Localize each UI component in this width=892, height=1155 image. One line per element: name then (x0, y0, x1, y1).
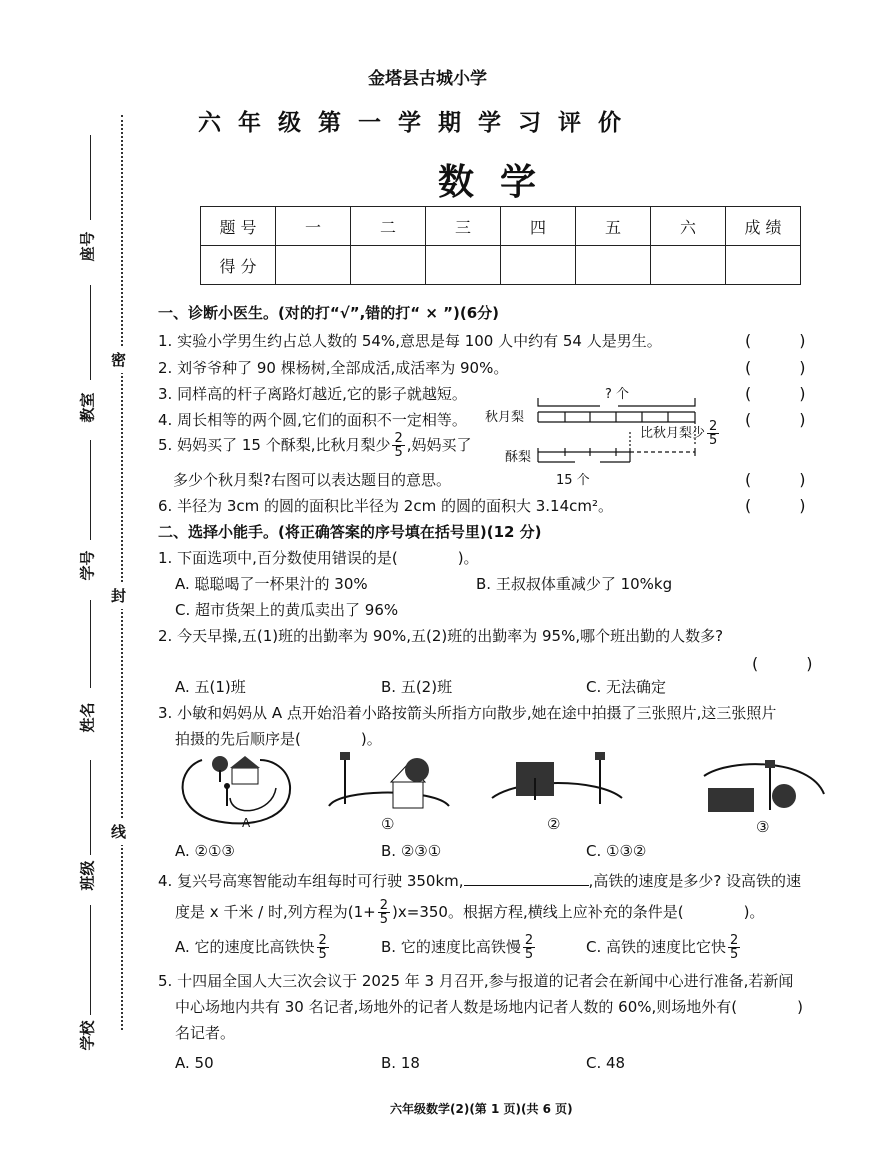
fraction-numerator: 2 (524, 933, 534, 948)
s1-item-3: 3. 同样高的杆子离路灯越近,它的影子就越短。 (158, 385, 467, 403)
side-label-room: 教室 (78, 392, 97, 423)
s1-item-1: 1. 实验小学男生约占总人数的 54%,意思是每 100 人中约有 54 人是男生。 (158, 332, 662, 350)
photo-3-illustration (700, 754, 830, 824)
score-table-cell: 题 号 (201, 207, 276, 246)
score-table-cell: 四 (501, 207, 576, 246)
s2-q4-opt-b[interactable] (381, 934, 537, 961)
s1-item-4: 4. 周长相等的两个圆,它们的面积不一定相等。 (158, 411, 467, 429)
fraction (317, 934, 329, 961)
photo-2-illustration (488, 748, 628, 818)
fraction (378, 899, 390, 926)
s2-q4-opt-a-text: A. 它的速度比高铁快 (175, 938, 315, 956)
s1-item-2: 2. 刘爷爷种了 90 棵杨树,全部成活,成活率为 90%。 (158, 359, 509, 377)
s2-q5-opt-c[interactable]: C. 48 (586, 1054, 626, 1072)
segment-diagram (530, 390, 710, 480)
s2-q5-line2: 中心场地内共有 30 名记者,场地外的记者人数是场地内记者人数的 60%,则场地外有( ) (175, 998, 803, 1016)
score-table-cell: 三 (426, 207, 501, 246)
seat-write-line[interactable] (90, 135, 91, 220)
fraction-denominator: 5 (394, 445, 403, 460)
fraction-numerator: 2 (394, 431, 403, 446)
s2-q4-opt-b-text: B. 它的速度比高铁慢 (381, 938, 521, 956)
score-entry-6[interactable] (651, 246, 726, 285)
s2-q1-opt-c[interactable]: C. 超市货架上的黄瓜卖出了 96% (175, 601, 399, 619)
s1-item-5-text: 5. 妈妈买了 15 个酥梨,比秋月梨少 (158, 436, 391, 454)
score-table-header-row (201, 207, 801, 246)
s2-q3-opt-a[interactable]: A. ②①③ (175, 842, 235, 860)
fraction (523, 934, 535, 961)
diagram-note-text: 比秋月梨少 (640, 426, 706, 441)
s2-q1: 1. 下面选项中,百分数使用错误的是( )。 (158, 549, 479, 567)
s1-item-5-text-b: ,妈妈买了 (406, 436, 472, 454)
fraction-numerator: 2 (318, 933, 327, 948)
score-entry-1[interactable] (276, 246, 351, 285)
s2-q2-opt-c[interactable]: C. 无法确定 (586, 678, 667, 696)
binding-mark: 线 (111, 818, 126, 845)
score-table-cell: 五 (576, 207, 651, 246)
class-write-line[interactable] (90, 760, 91, 855)
s2-q5-line3: 名记者。 (175, 1024, 236, 1042)
score-table (200, 206, 801, 285)
fraction-denominator: 5 (730, 947, 739, 962)
s2-q2-opt-b[interactable]: B. 五(2)班 (381, 678, 453, 696)
s2-q5-line1: 5. 十四届全国人大三次会议于 2025 年 3 月召开,参与报道的记者会在新闻中心进行准备,若新闻 (158, 972, 794, 990)
photo-label-1: ① (381, 815, 395, 833)
s2-q4-line2-a: 度是 x 千米 / 时,列方程为(1+ (175, 903, 376, 921)
name-write-line[interactable] (90, 600, 91, 688)
side-label-school: 学校 (78, 1020, 97, 1051)
s2-q4-line2-b: )x=350。根据方程,横线上应补充的条件是( )。 (392, 903, 765, 921)
diagram-count: 15 个 (556, 473, 590, 488)
score-table-score-row (201, 246, 801, 285)
s2-q3-opt-c[interactable]: C. ①③② (586, 842, 647, 860)
diagram-label-qiuyue: 秋月梨 (485, 410, 525, 425)
fraction (728, 934, 740, 961)
s2-q5-opt-b[interactable]: B. 18 (381, 1054, 420, 1072)
s2-q4-line2 (175, 899, 764, 926)
s1-answer-5[interactable]: ( ) (745, 470, 806, 489)
s1-answer-6[interactable]: ( ) (745, 496, 806, 515)
school-write-line[interactable] (90, 905, 91, 1015)
binding-mark: 封 (111, 582, 126, 609)
s1-item-5 (158, 432, 472, 459)
start-point-a: A (242, 816, 251, 830)
s2-q3-line2: 拍摄的先后顺序是( )。 (175, 730, 382, 748)
s2-q4-line1-b: ,高铁的速度是多少? 设高铁的速 (588, 872, 802, 890)
side-label-class: 班级 (78, 860, 97, 891)
diagram-label-suli: 酥梨 (505, 450, 532, 465)
score-entry-total[interactable] (726, 246, 801, 285)
section1-title: 一、诊断小医生。(对的打“√”,错的打“ × ”)(6分) (158, 304, 500, 322)
s2-q4-opt-c[interactable] (586, 934, 742, 961)
binding-line (121, 115, 123, 1030)
score-table-cell: 一 (276, 207, 351, 246)
s2-q2-opt-a[interactable]: A. 五(1)班 (175, 678, 246, 696)
s2-q4-opt-c-text: C. 高铁的速度比它快 (586, 938, 727, 956)
s2-q2: 2. 今天早操,五(1)班的出勤率为 90%,五(2)班的出勤率为 95%,哪个班出勤的人数多? (158, 627, 724, 645)
s1-item-5-line2: 多少个秋月梨?右图可以表达题目的意思。 (173, 471, 451, 489)
score-table-cell: 得 分 (201, 246, 276, 285)
s2-q4-blank[interactable] (464, 885, 589, 886)
s1-answer-4[interactable]: ( ) (745, 410, 806, 429)
s1-answer-1[interactable]: ( ) (745, 331, 806, 350)
score-entry-4[interactable] (501, 246, 576, 285)
s1-item-6: 6. 半径为 3cm 的圆的面积比半径为 2cm 的圆的面积大 3.14cm²。 (158, 497, 613, 515)
s2-q4-opt-a[interactable] (175, 934, 331, 961)
fraction-denominator: 5 (709, 433, 718, 448)
s2-q1-opt-a[interactable]: A. 聪聪喝了一杯果汁的 30% (175, 575, 368, 593)
score-table-cell: 二 (351, 207, 426, 246)
side-label-name: 姓名 (78, 702, 97, 733)
s2-q3-opt-b[interactable]: B. ②③① (381, 842, 442, 860)
s2-q3-line1: 3. 小敏和妈妈从 A 点开始沿着小路按箭头所指方向散步,她在途中拍摄了三张照片,这三张照片 (158, 704, 777, 722)
score-entry-2[interactable] (351, 246, 426, 285)
s1-answer-2[interactable]: ( ) (745, 358, 806, 377)
fraction-numerator: 2 (709, 419, 718, 434)
score-entry-5[interactable] (576, 246, 651, 285)
photo-1-illustration (325, 748, 455, 823)
s2-q4-line1-a: 4. 复兴号高寒智能动车组每时可行驶 350km, (158, 872, 464, 890)
school-name: 金塔县古城小学 (368, 69, 487, 89)
s1-answer-3[interactable]: ( ) (745, 384, 806, 403)
s2-q2-answer[interactable]: ( ) (752, 654, 813, 673)
fraction-denominator: 5 (379, 912, 389, 927)
score-table-cell: 成 绩 (726, 207, 801, 246)
room-write-line[interactable] (90, 285, 91, 380)
exam-title: 六年级第一学期学习评价 (198, 109, 638, 136)
path-map-illustration (172, 748, 302, 838)
page-footer: 六年级数学(2)(第 1 页)(共 6 页) (390, 1102, 573, 1116)
diagram-question: ? 个 (605, 387, 630, 402)
fraction (392, 432, 404, 459)
student-id-write-line[interactable] (90, 440, 91, 540)
score-table-cell: 六 (651, 207, 726, 246)
section2-title: 二、选择小能手。(将正确答案的序号填在括号里)(12 分) (158, 523, 542, 541)
photo-label-2: ② (547, 815, 561, 833)
fraction-numerator: 2 (730, 933, 739, 948)
s2-q4-line1 (158, 870, 801, 891)
side-label-student-id: 学号 (78, 550, 97, 581)
score-entry-3[interactable] (426, 246, 501, 285)
fraction-denominator: 5 (524, 947, 534, 962)
fraction-numerator: 2 (379, 898, 389, 913)
side-label-seat: 座号 (78, 231, 97, 262)
fraction-denominator: 5 (318, 947, 327, 962)
photo-label-3: ③ (756, 818, 770, 836)
s2-q1-opt-b[interactable]: B. 王叔叔体重减少了 10%kg (476, 575, 673, 593)
subject-title: 数学 (438, 161, 563, 203)
s2-q5-opt-a[interactable]: A. 50 (175, 1054, 214, 1072)
binding-mark: 密 (111, 346, 126, 373)
